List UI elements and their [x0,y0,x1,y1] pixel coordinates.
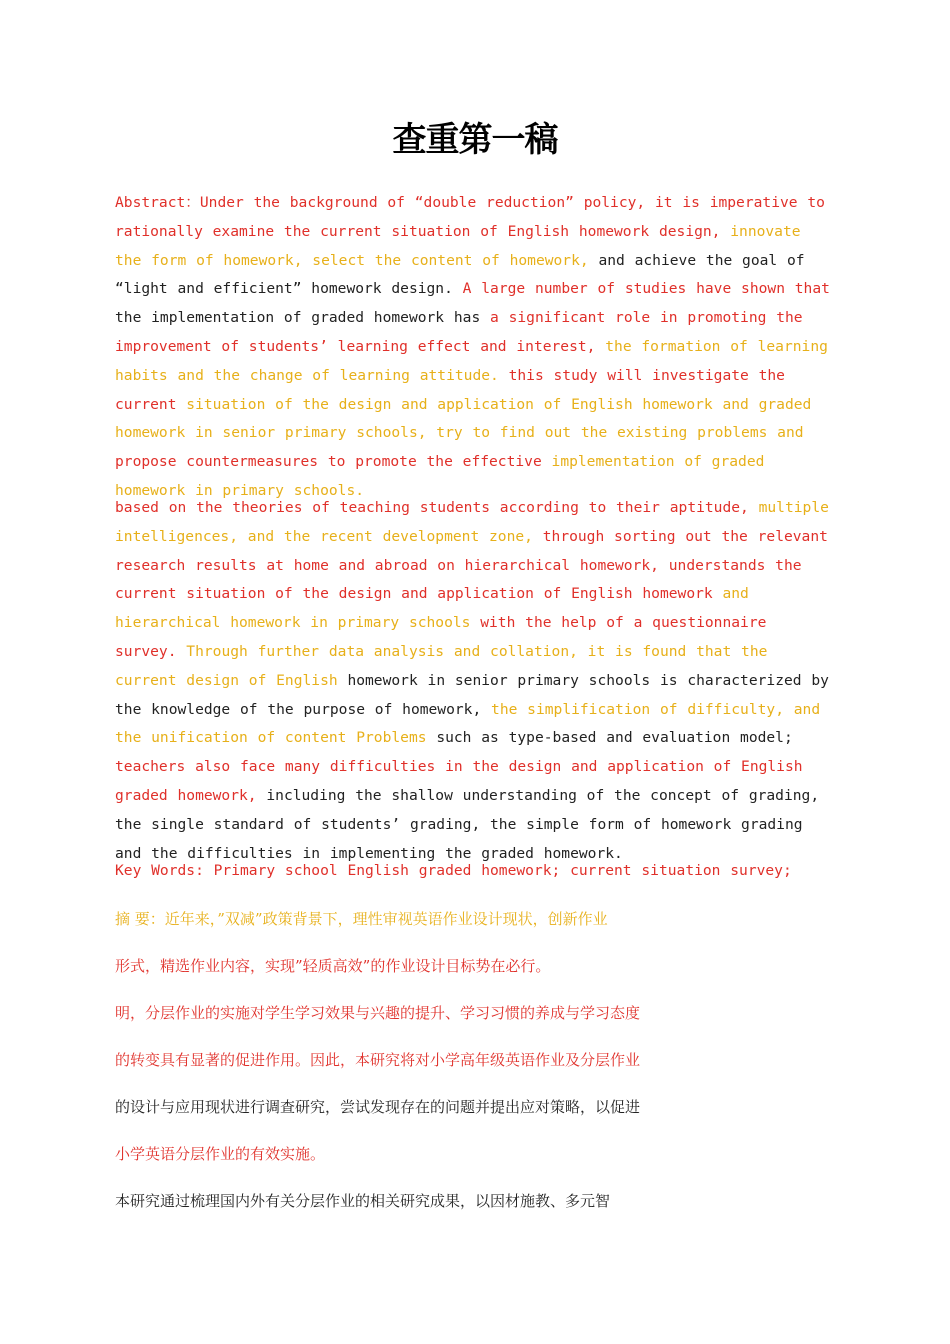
chinese-abstract-line [115,1001,831,1025]
chinese-abstract-line [115,954,831,978]
chinese-abstract-line [115,1048,831,1072]
text-segment: 本研究通过梳理国内外有关分层作业的相关研究成果，以因材施教、多元智 [115,1192,611,1210]
text-segment: and achieve the goal of “light and efficient” homework design. [115,251,805,298]
text-segment: a significant role in promoting the improvement of students’ learning effect and interest, [115,309,803,355]
chinese-abstract-line [115,1095,831,1119]
text-segment: propose countermeasures to promote the effective [115,453,552,471]
text-segment: the implementation of graded homework has [115,309,491,327]
abstract-paragraph [115,189,831,506]
text-segment: 小学英语分层作业的有效实施。 [115,1145,326,1163]
chinese-abstract-line [115,1142,831,1166]
text-segment: teachers also face many difficulties in the design and application of English graded homework, [115,758,803,804]
chinese-abstract-line [115,907,831,931]
text-segment: 的转变具有显著的促进作用。因此，本研究将对小学高年级英语作业及分层作业 [115,1051,641,1069]
text-segment: through sorting out the relevant research results at home and abroad on hierarchical homework, understands the current situation of the design and application of English homework [115,527,828,603]
text-segment: Key Words: Primary school English graded homework; current situation survey; [115,862,792,879]
text-segment: situation of the design and application of English homework and graded homework in senior primary schools, try to find out the existing problems and [115,395,812,442]
text-segment: 形式，精选作业内容，实现”轻质高效”的作业设计目标势在必行。 [115,957,551,975]
text-segment: including the shallow understanding of the concept of grading, the single standard of students’ grading, the simple form of homework grading and the difficulties in implementing the graded homework. [115,786,820,862]
body-paragraph [115,494,831,868]
text-segment: A large number of studies have shown that [462,280,830,298]
text-segment: Abstract：Under the background of “double reduction” policy, it is imperative to rationally examine the current situation of English homework design, [115,194,825,240]
text-segment: this study will investigate the current [115,366,785,413]
text-segment: implementation of graded homework in primary schools. [115,453,765,499]
text-segment: 摘 要：近年来，”双减”政策背景下，理性审视英语作业设计现状，创新作业 [115,910,608,928]
text-segment: and hierarchical homework in primary schools [115,585,749,632]
text-segment: innovate the form of homework, select the content of homework, [115,222,801,269]
text-segment: homework in senior primary schools is characterized by the knowledge of the purpose of homework, [115,671,829,718]
text-segment: Through further data analysis and collation, it is found that the current design of English [115,642,768,689]
keywords-line [115,857,831,886]
text-segment: based on the theories of teaching students according to their aptitude, [115,499,759,516]
text-segment: 的设计与应用现状进行调查研究，尝试发现存在的问题并提出应对策略，以促进 [115,1098,641,1116]
text-segment: multiple intelligences, and the recent development zone, [115,499,829,545]
text-segment: the formation of learning habits and the change of learning attitude. [115,337,828,384]
chinese-body-line [115,1189,831,1213]
text-segment: with the help of a questionnaire survey. [115,614,767,660]
text-segment: 明，分层作业的实施对学生学习效果与兴趣的提升、学习习惯的养成与学习态度 [115,1004,641,1022]
text-segment: the simplification of difficulty, and the unification of content Problems [115,700,821,747]
text-segment: such as type-based and evaluation model; [436,729,793,747]
page-title: 查重第一稿 [392,120,558,160]
